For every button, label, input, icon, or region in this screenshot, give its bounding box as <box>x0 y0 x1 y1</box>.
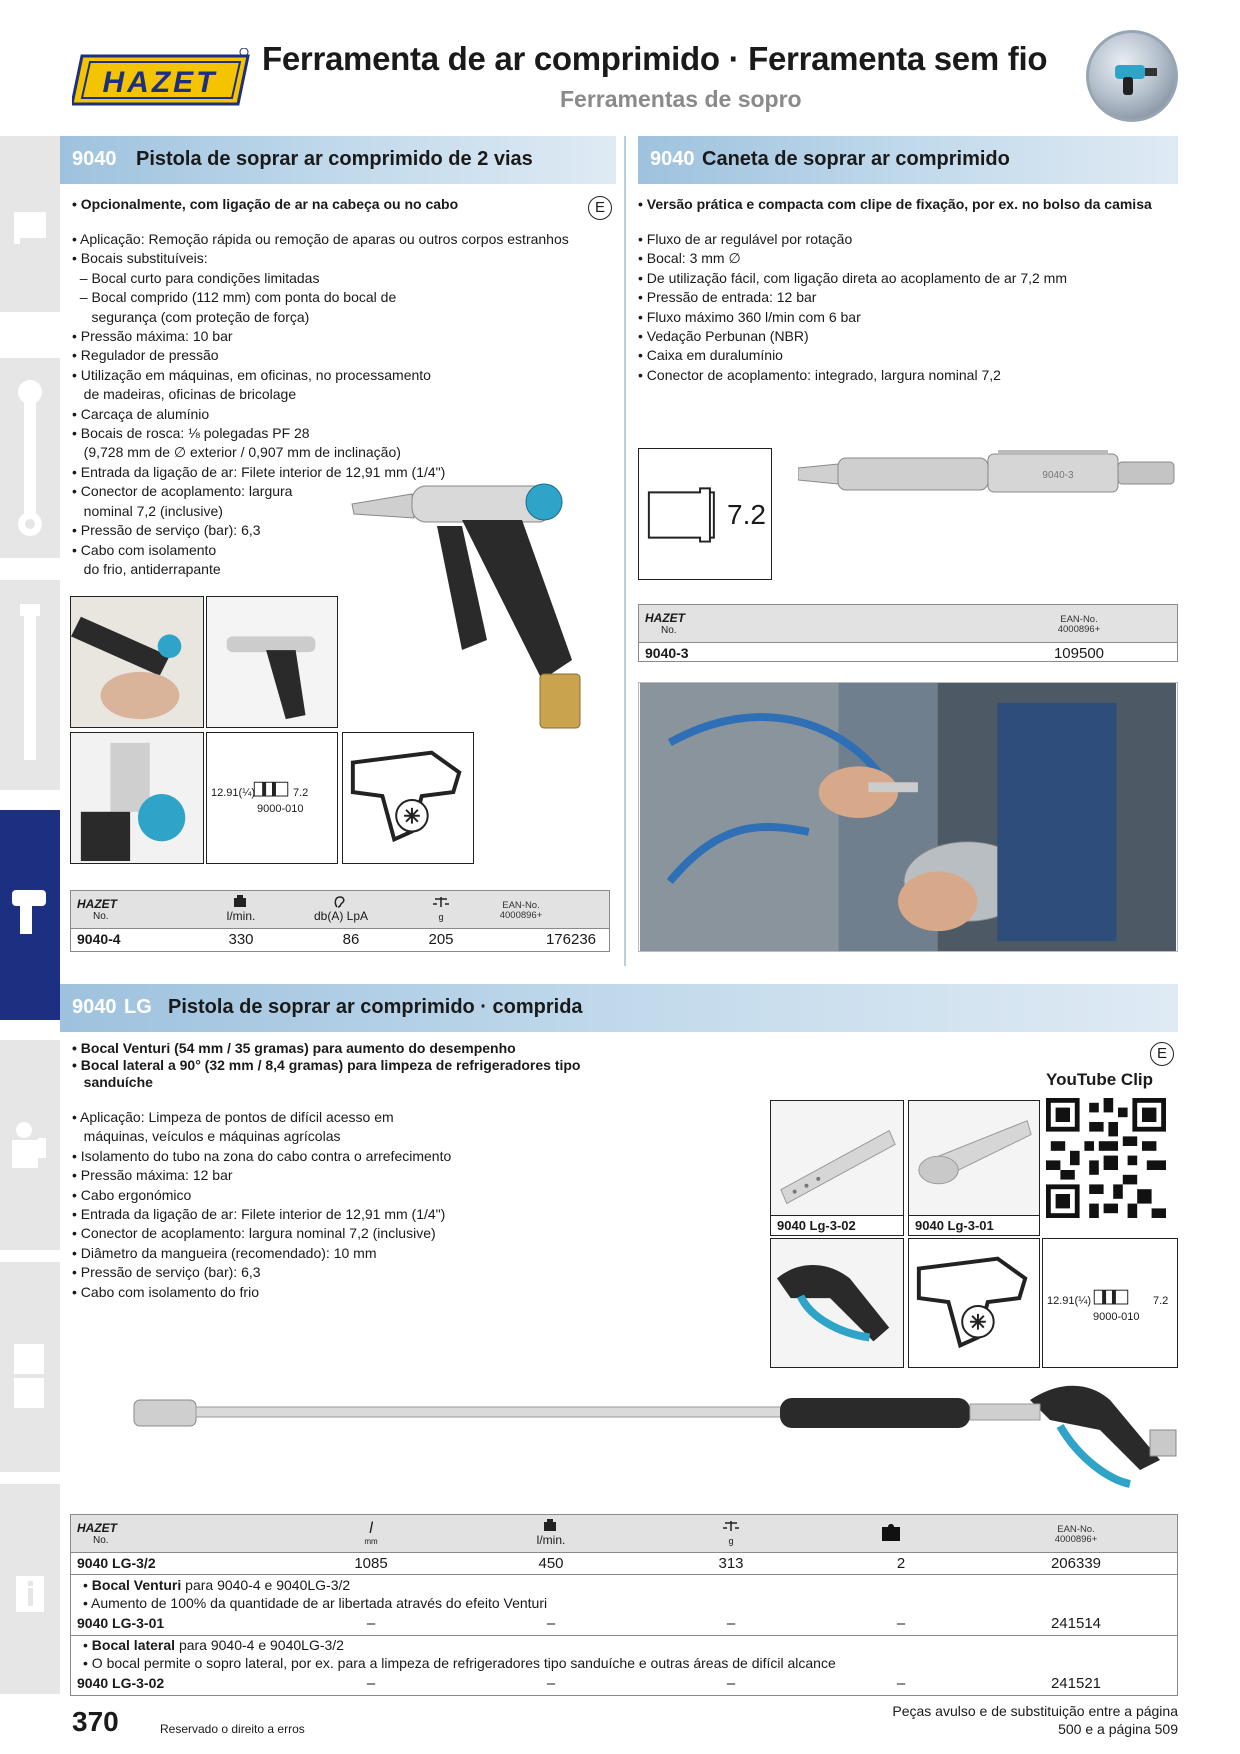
qr-code-icon[interactable] <box>1046 1098 1166 1218</box>
euro-mark-badge: E <box>1150 1042 1174 1066</box>
scale-icon <box>432 895 450 909</box>
photo-gun-variant <box>206 596 338 728</box>
tab-service[interactable] <box>0 1040 60 1250</box>
cold-insulated-handle-icon <box>343 733 473 863</box>
photo-lateral-nozzle: 9040 Lg-3-01 <box>908 1100 1040 1236</box>
list-item: • Bocais de rosca: ⅛ polegadas PF 28 <box>72 425 310 442</box>
table-row: 9040 LG-3/2 1085 450 313 2 206339 <box>77 1555 1102 1572</box>
mechanic-icon <box>10 1120 50 1170</box>
photo-blow-pen-in-use <box>638 682 1178 952</box>
highlight-line: • Bocal Venturi (54 mm / 35 gramas) para aumento do desempenho <box>72 1040 516 1056</box>
section2-feature-list <box>638 230 1067 385</box>
nominal-size-label: 7.2 <box>727 499 766 530</box>
column-divider <box>624 136 626 966</box>
list-item: • Utilização em máquinas, em oficinas, no processamento <box>72 366 431 383</box>
air-flow-icon <box>543 1519 559 1533</box>
hazet-logo <box>72 48 250 108</box>
section-header-2way-gun: 9040 Pistola de soprar ar comprimido de 2 vias <box>60 136 616 184</box>
long-blow-gun-image <box>130 1380 1180 1490</box>
tab-storage[interactable] <box>0 1262 60 1472</box>
product-table-9040-3: HAZET No. EAN-No. 4000896+ 9040-3 109500 <box>638 604 1178 662</box>
list-item: • Cabo com isolamento do frio <box>72 1283 259 1300</box>
coupling-spec-box-2 <box>1042 1238 1178 1368</box>
coupling-code-label: 9000-010 <box>257 803 304 815</box>
list-item: segurança (com proteção de força) <box>72 308 310 325</box>
noise-column-head: db(A) LpA <box>291 895 391 923</box>
list-item: • Fluxo de ar regulável por rotação <box>638 231 853 247</box>
coupling-spec-box <box>206 732 338 864</box>
venturi-nozzle-note: • Bocal Venturi para 9040-4 e 9040LG-3/2 <box>83 1577 351 1593</box>
photo-gun-handle <box>770 1238 904 1368</box>
list-item: • De utilização fácil, com ligação direta ao acoplamento de ar 7,2 mm <box>638 269 1068 286</box>
tab-torque[interactable] <box>0 580 60 790</box>
list-item: • Entrada da ligação de ar: Filete interior de 12,91 mm (1/4") <box>72 1206 446 1223</box>
info-icon <box>10 1574 50 1614</box>
ear-icon <box>332 895 350 909</box>
torque-wrench-icon <box>10 600 50 770</box>
section3-highlights <box>72 1040 580 1091</box>
weight-column-head: g <box>701 1519 761 1547</box>
section2-highlight: • Versão prática e compacta com clipe de fixação, por ex. no bolso da camisa <box>638 196 1152 212</box>
flow-column-head: l/min. <box>511 1519 591 1547</box>
photo-gun-in-hand <box>70 596 204 728</box>
tab-info[interactable] <box>0 1484 60 1694</box>
list-item: • Regulador de pressão <box>72 347 219 364</box>
flow-column-head: l/min. <box>201 895 281 923</box>
list-item: • Aplicação: Remoção rápida ou remoção de aparas ou outros corpos estranhos <box>72 231 569 247</box>
list-item: • Bocais substituíveis: <box>72 250 208 267</box>
blow-pen-image <box>798 444 1178 504</box>
list-item: • Vedação Perbunan (NBR) <box>638 328 809 345</box>
product-table-9040-4: HAZET No. l/min. db(A) LpA g EAN-No. 4000896+ 9040-4 330 86 205 176236 <box>70 890 610 952</box>
cold-insulated-handle-icon <box>909 1239 1039 1367</box>
scale-icon <box>722 1519 740 1533</box>
list-item: • Pressão máxima: 12 bar <box>72 1167 233 1184</box>
list-item: • Diâmetro da mangueira (recomendado): 10 mm <box>72 1244 377 1261</box>
list-item: – Bocal curto para condições limitadas <box>72 269 320 286</box>
product-table-9040lg: HAZET No. l mm l/min. g EAN-No. 4000896+ 9040 LG-3/2 1085 450 313 2 206339 • Bocal Venturi para 9040-4 e 9040LG-3/2 • Aumento de 100% da quantidade de ar libertada através do efeito Venturi 9040 LG-3-01 – – – – 241514 • Bocal lateral para 9040-4 e 9040LG-3/2 • O bocal permite o sopro lateral, por ex. para a limpeza de refrigeradores tipo sanduíche e outras áreas de difícil alcance 9040 LG-3-02 – – – – 241521 <box>70 1514 1178 1696</box>
page-subtitle: Ferramentas de sopro <box>560 86 802 112</box>
list-item: • Carcaça de alumínio <box>72 405 210 422</box>
list-item: • Pressão de serviço (bar): 6,3 <box>72 522 261 539</box>
table-row: 9040 LG-3-02 – – – – 241521 <box>77 1675 1102 1692</box>
list-item: • Conector de acoplamento: integrado, largura nominal 7,2 <box>638 366 1001 383</box>
list-item: (9,728 mm de ∅ exterior / 0,907 mm de inclinação) <box>72 444 401 461</box>
euro-mark-badge: E <box>588 196 612 220</box>
section-header-blow-pen: 9040 Caneta de soprar ar comprimido <box>638 136 1178 184</box>
list-item: • Pressão de entrada: 12 bar <box>638 289 817 306</box>
section3-feature-list <box>72 1108 451 1302</box>
coupling-size-label: 12.91(¼) <box>1047 1295 1092 1307</box>
hazet-mini-logo <box>645 611 697 625</box>
list-item: • Bocal: 3 mm ∅ <box>638 250 741 267</box>
section1-highlight: • Opcionalmente, com ligação de ar na cabeça ou no cabo <box>72 196 459 212</box>
svg-text:HAZET: HAZET <box>645 611 685 625</box>
list-item: • Conector de acoplamento: largura <box>72 483 293 500</box>
list-item: • Caixa em duralumínio <box>638 347 783 364</box>
list-item: • Cabo ergonómico <box>72 1186 192 1203</box>
table-row: 9040-4 330 86 205 176236 <box>77 931 597 948</box>
svg-text:9040-3: 9040-3 <box>1042 470 1074 481</box>
workbench-icon <box>10 206 50 246</box>
length-column-head: l mm <box>364 1520 378 1546</box>
photo-venturi-nozzle: 9040 Lg-3-02 <box>770 1100 904 1236</box>
hazet-mini-logo <box>77 897 129 911</box>
coupling-nominal-label: 7.2 <box>293 787 309 799</box>
page-title: Ferramenta de ar comprimido · Ferramenta sem fio <box>262 40 1048 77</box>
section-header-long-gun: 9040 LG Pistola de soprar ar comprimido · comprida <box>60 984 1178 1032</box>
svg-text:HAZET: HAZET <box>102 66 218 99</box>
list-item: • Cabo com isolamento <box>72 541 217 558</box>
coupling-size-label: 12.91(¼) <box>211 787 256 799</box>
list-item: • Pressão de serviço (bar): 6,3 <box>72 1264 261 1281</box>
svg-text:HAZET: HAZET <box>77 897 117 911</box>
photo-nozzle-detail <box>70 732 204 864</box>
nominal-size-box <box>638 448 772 580</box>
table-row: 9040 LG-3-01 – – – – 241514 <box>77 1615 1102 1632</box>
lateral-nozzle-note: • Bocal lateral para 9040-4 e 9040LG-3/2 <box>83 1637 344 1653</box>
wrench-icon <box>10 378 50 538</box>
list-item: de madeiras, oficinas de bricolage <box>72 386 297 403</box>
impact-wrench-icon <box>1111 59 1159 97</box>
coupling-nominal-label: 7.2 <box>1153 1295 1169 1307</box>
highlight-line: • Bocal lateral a 90° (32 mm / 8,4 gramas) para limpeza de refrigeradores tipo <box>72 1057 581 1073</box>
page-number: 370 <box>72 1706 119 1737</box>
youtube-clip-label: YouTube Clip <box>1046 1070 1154 1089</box>
list-item: • Aplicação: Limpeza de pontos de difícil acesso em <box>72 1109 394 1125</box>
table-row: 9040-3 109500 <box>645 645 1105 662</box>
cold-insulation-box <box>342 732 474 864</box>
blow-gun-image <box>342 460 622 744</box>
air-tool-icon <box>10 886 50 942</box>
list-item: – Bocal comprido (112 mm) com ponta do bocal de <box>72 289 397 306</box>
air-flow-icon <box>233 895 249 909</box>
list-item: • Isolamento do tubo na zona do cabo contra o arrefecimento <box>72 1147 452 1164</box>
tool-cabinet-icon <box>10 1342 50 1412</box>
list-item: • Entrada da ligação de ar: Filete interior de 12,91 mm (1/4") <box>72 463 446 480</box>
highlight-line: sanduíche <box>72 1074 153 1090</box>
spare-parts-reference: Peças avulso e de substituição entre a página 500 e a página 509 <box>892 1703 1178 1737</box>
weight-column-head: g <box>411 895 471 923</box>
puzzle-piece-icon <box>880 1523 902 1543</box>
svg-text:HAZET: HAZET <box>77 1521 117 1535</box>
category-badge <box>1086 30 1178 122</box>
coupling-code-label: 9000-010 <box>1093 1311 1140 1323</box>
cold-insulation-box-2 <box>908 1238 1040 1368</box>
list-item: • Fluxo máximo 360 l/min com 6 bar <box>638 308 861 325</box>
list-item: máquinas, veículos e máquinas agrícolas <box>72 1128 341 1145</box>
list-item: nominal 7,2 (inclusive) <box>72 502 223 519</box>
tab-air-tools[interactable] <box>0 810 60 1020</box>
list-item: • Conector de acoplamento: largura nominal 7,2 (inclusive) <box>72 1225 436 1242</box>
footer-disclaimer: Reservado o direito a erros <box>160 1722 305 1736</box>
pieces-column-head <box>861 1523 921 1543</box>
tab-wrenches[interactable] <box>0 358 60 558</box>
list-item: do frio, antiderrapante <box>72 560 221 577</box>
list-item: • Pressão máxima: 10 bar <box>72 328 233 345</box>
hazet-mini-logo <box>77 1521 129 1535</box>
tab-workshop[interactable] <box>0 136 60 312</box>
